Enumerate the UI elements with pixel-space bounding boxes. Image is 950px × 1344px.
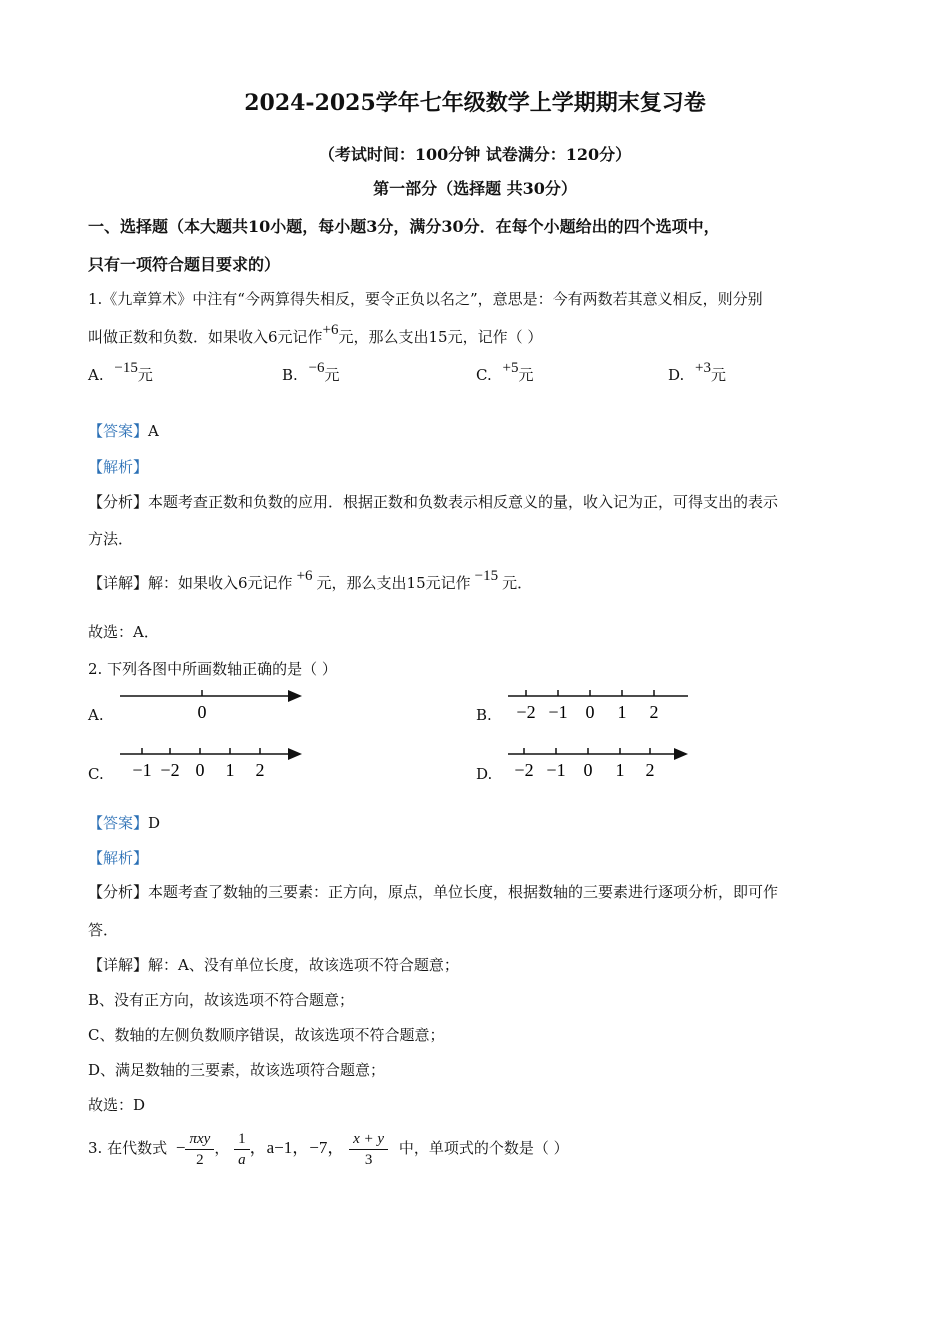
svg-text:−2: −2: [516, 702, 536, 722]
q2-detail-line1: 【详解】解：A、没有单位长度，故该选项不符合题意；: [88, 956, 459, 974]
q2-option-d-numberline: [506, 742, 696, 782]
q1-answer: 【答案】A: [88, 422, 159, 440]
q2-conclusion: 故选：D: [88, 1096, 146, 1114]
svg-text:1: 1: [225, 760, 235, 780]
q2-stem: 2. 下列各图中所画数轴正确的是（ ）: [88, 660, 337, 678]
q2-option-b-numberline: [506, 684, 696, 724]
q3-fraction-2: $\frac{1}{a}$: [234, 1129, 250, 1170]
q1-option-b[interactable]: B. −6元: [282, 360, 340, 384]
q2-detail-line2: B、没有正方向，故该选项不符合题意；: [88, 991, 355, 1009]
svg-text:0: 0: [585, 702, 595, 722]
q3-stem: 3. 在代数式 − $\frac{\text{πxy}}{2}$ ， $\frac{1}{a}$ ，a−1，−7， $\frac{x + y}{3}$ 中，单项式的个数是（ ）: [88, 1130, 569, 1168]
q2-option-a-letter[interactable]: A.: [88, 706, 104, 724]
q2-option-b-letter[interactable]: B.: [476, 706, 492, 724]
svg-text:2: 2: [649, 702, 659, 722]
q1-analysis-line1: 【分析】本题考查正数和负数的应用．根据正数和负数表示相反意义的量，收入记为正，可得支出的表示: [88, 493, 779, 511]
q1-analysis-tag: 【解析】: [88, 458, 149, 476]
svg-text:−2: −2: [160, 760, 180, 780]
q2-option-c-numberline: [118, 742, 308, 782]
q1-option-c[interactable]: C. +5元: [476, 360, 534, 384]
exam-info: （考试时间：100分钟 试卷满分：120分）: [318, 145, 632, 164]
svg-text:−2: −2: [514, 760, 534, 780]
page-title: 2024-2025学年七年级数学上学期期末复习卷: [244, 90, 706, 116]
q1-stem-line2: 叫做正数和负数．如果收入6元记作+6元，那么支出15元，记作（ ）: [88, 322, 543, 346]
q2-option-a-numberline: [118, 684, 308, 724]
svg-text:0: 0: [583, 760, 593, 780]
q2-option-c-letter[interactable]: C.: [88, 765, 104, 783]
svg-text:−1: −1: [548, 702, 568, 722]
q2-analysis-line2: 答．: [88, 921, 119, 939]
q3-fraction-1: $\frac{\text{πxy}}{2}$: [185, 1129, 214, 1170]
svg-text:0: 0: [195, 760, 205, 780]
q2-option-d-letter[interactable]: D.: [476, 765, 493, 783]
svg-text:2: 2: [645, 760, 655, 780]
q1-conclusion: 故选：A．: [88, 623, 159, 641]
svg-text:−1: −1: [546, 760, 566, 780]
q2-answer: 【答案】D: [88, 814, 161, 832]
q2-detail-line3: C、数轴的左侧负数顺序错误，故该选项不符合题意；: [88, 1026, 445, 1044]
q2-detail-line4: D、满足数轴的三要素，故该选项符合题意；: [88, 1061, 386, 1079]
svg-text:1: 1: [615, 760, 625, 780]
svg-text:−1: −1: [132, 760, 152, 780]
q2-analysis-line1: 【分析】本题考查了数轴的三要素：正方向，原点，单位长度，根据数轴的三要素进行逐项分析，即可作: [88, 883, 779, 901]
q2-analysis-tag: 【解析】: [88, 849, 149, 867]
svg-text:1: 1: [617, 702, 627, 722]
q1-analysis-line2: 方法．: [88, 530, 134, 548]
q1-detail: 【详解】解：如果收入6元记作 +6 元，那么支出15元记作 −15 元．: [88, 568, 533, 592]
q1-stem-line1: 1.《九章算术》中注有“今两算得失相反，要令正负以名之”，意思是：今有两数若其意义相反，则分别: [88, 290, 763, 308]
q1-option-a[interactable]: A. −15元: [88, 360, 153, 384]
section-heading-line1: 一、选择题（本大题共10小题，每小题3分，满分30分．在每个小题给出的四个选项中，: [88, 217, 720, 236]
q1-option-d[interactable]: D. +3元: [668, 360, 727, 384]
q3-fraction-3: $\frac{x + y}{3}$: [349, 1129, 388, 1170]
svg-text:2: 2: [255, 760, 265, 780]
part-heading: 第一部分（选择题 共30分）: [373, 179, 577, 198]
section-heading-line2: 只有一项符合题目要求的）: [88, 255, 281, 274]
svg-text:0: 0: [197, 702, 207, 722]
